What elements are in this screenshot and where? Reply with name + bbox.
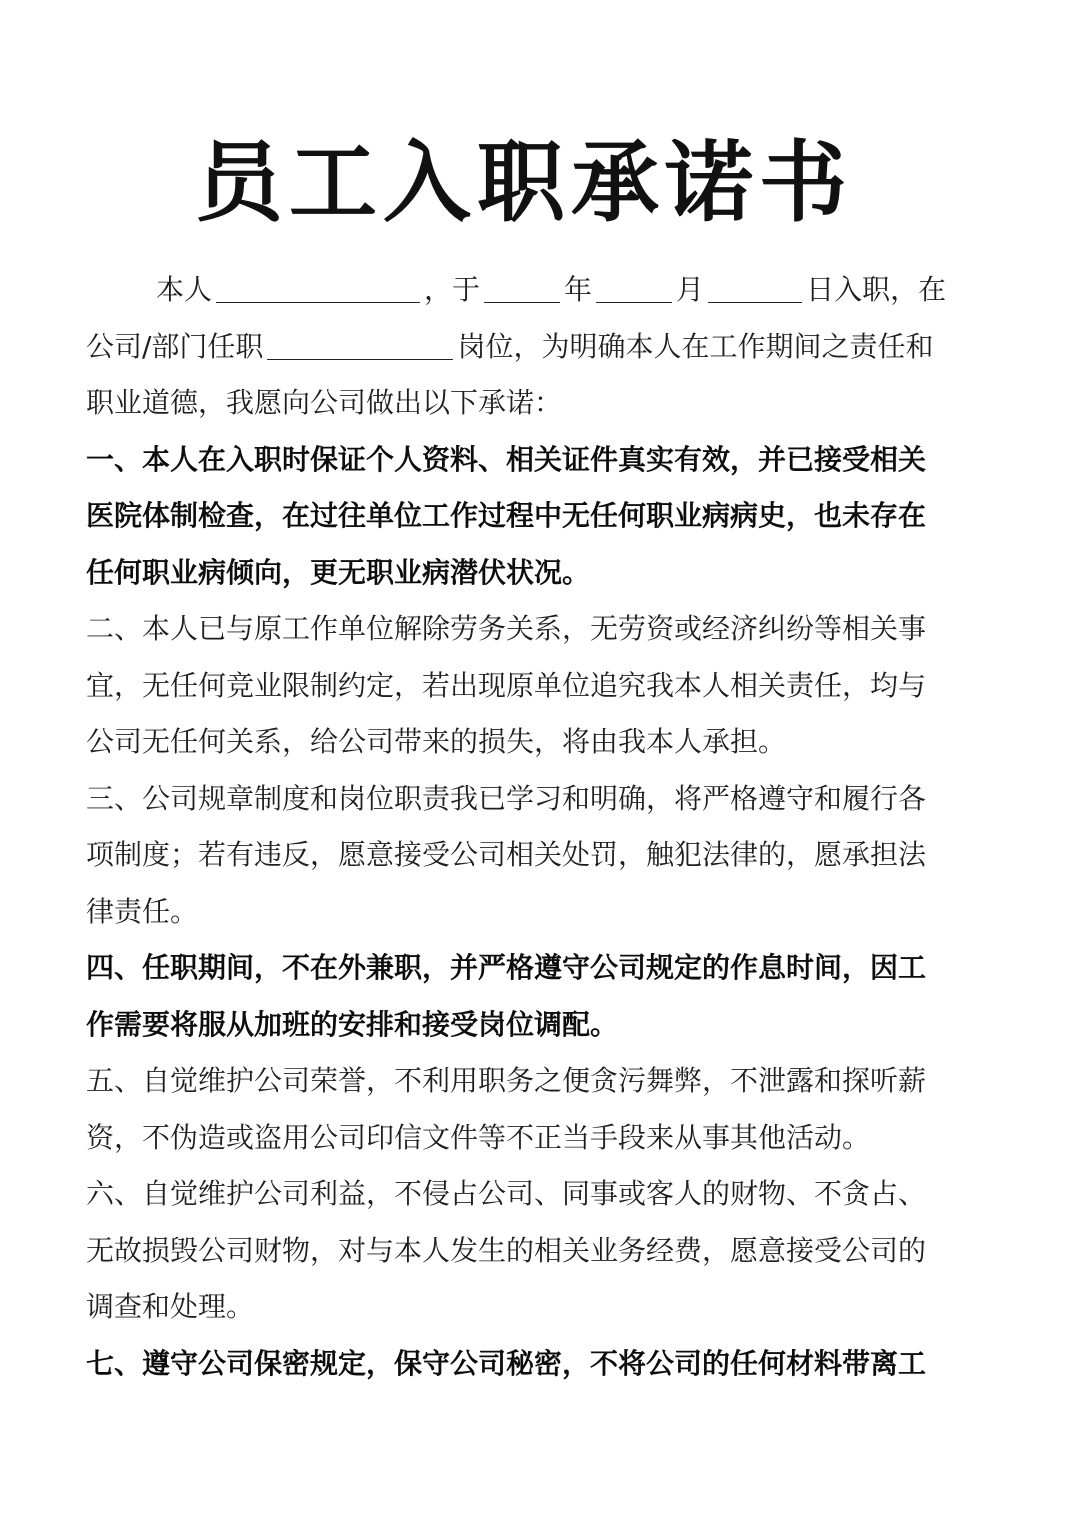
clause-line: 律责任。 [86,894,199,928]
clause-7 [86,1336,966,1393]
document-title: 员工入职承诺书 [194,131,853,234]
clause-line: 无故损毁公司财物，对与本人发生的相关业务经费，愿意接受公司的 [86,1233,927,1267]
clause-line: 三、公司规章制度和岗位职责我已学习和明确，将严格遵守和履行各 [86,781,927,815]
position-blank[interactable] [267,333,453,360]
department-suffix: 岗位，为明确本人在工作期间之责任和 [457,329,934,363]
clause-line: 作需要将服从加班的安排和接受岗位调配。 [86,1007,619,1041]
year-label: 年 [564,273,593,306]
document-body [86,262,966,1392]
year-blank[interactable] [484,276,560,303]
department-prefix: 公司/部门任职 [86,329,264,363]
clause-line: 六、自觉维护公司利益，不侵占公司、同事或客人的财物、不贪占、 [86,1177,927,1210]
name-blank[interactable] [216,276,420,303]
day-blank[interactable] [708,276,802,303]
clause-line: 调查和处理。 [86,1290,255,1323]
clause-line: 医院体制检查，在过往单位工作过程中无任何职业病病史，也未存在 [86,499,927,532]
intro-line-3: 职业道德，我愿向公司做出以下承诺： [86,386,563,419]
clause-3 [86,771,966,941]
clause-line: 一、本人在入职时保证个人资料、相关证件真实有效，并已接受相关 [86,442,927,476]
month-label: 月 [676,273,705,306]
clause-6 [86,1166,966,1336]
intro-prefix: 本人 [156,273,213,306]
clause-line: 五、自觉维护公司荣誉，不利用职务之便贪污舞弊，不泄露和探听薪 [86,1064,927,1097]
clause-list [86,432,966,1393]
clause-1 [86,432,966,602]
clause-line: 二、本人已与原工作单位解除劳务关系，无劳资或经济纠纷等相关事 [86,612,927,645]
clause-line: 任何职业病倾向，更无职业病潜伏状况。 [86,555,591,589]
clause-line: 资，不伪造或盗用公司印信文件等不正当手段来从事其他活动。 [86,1120,871,1154]
clause-line: 公司无任何关系，给公司带来的损失，将由我本人承担。 [86,725,787,758]
clause-4 [86,940,966,1053]
clause-line: 四、任职期间，不在外兼职，并严格遵守公司规定的作息时间，因工 [86,951,927,984]
month-blank[interactable] [596,276,672,303]
intro-sep-year: ，于 [424,273,481,306]
intro-line-1 [86,262,966,319]
clause-line: 七、遵守公司保密规定，保守公司秘密，不将公司的任何材料带离工 [86,1346,927,1380]
clause-line: 项制度；若有违反，愿意接受公司相关处罚，触犯法律的，愿承担法 [86,838,927,871]
intro-suffix: 日入职，在 [806,273,947,306]
clause-5 [86,1053,966,1166]
clause-line: 宜，无任何竞业限制约定，若出现原单位追究我本人相关责任，均与 [86,668,927,702]
clause-2 [86,601,966,771]
intro-line-2 [86,319,966,376]
